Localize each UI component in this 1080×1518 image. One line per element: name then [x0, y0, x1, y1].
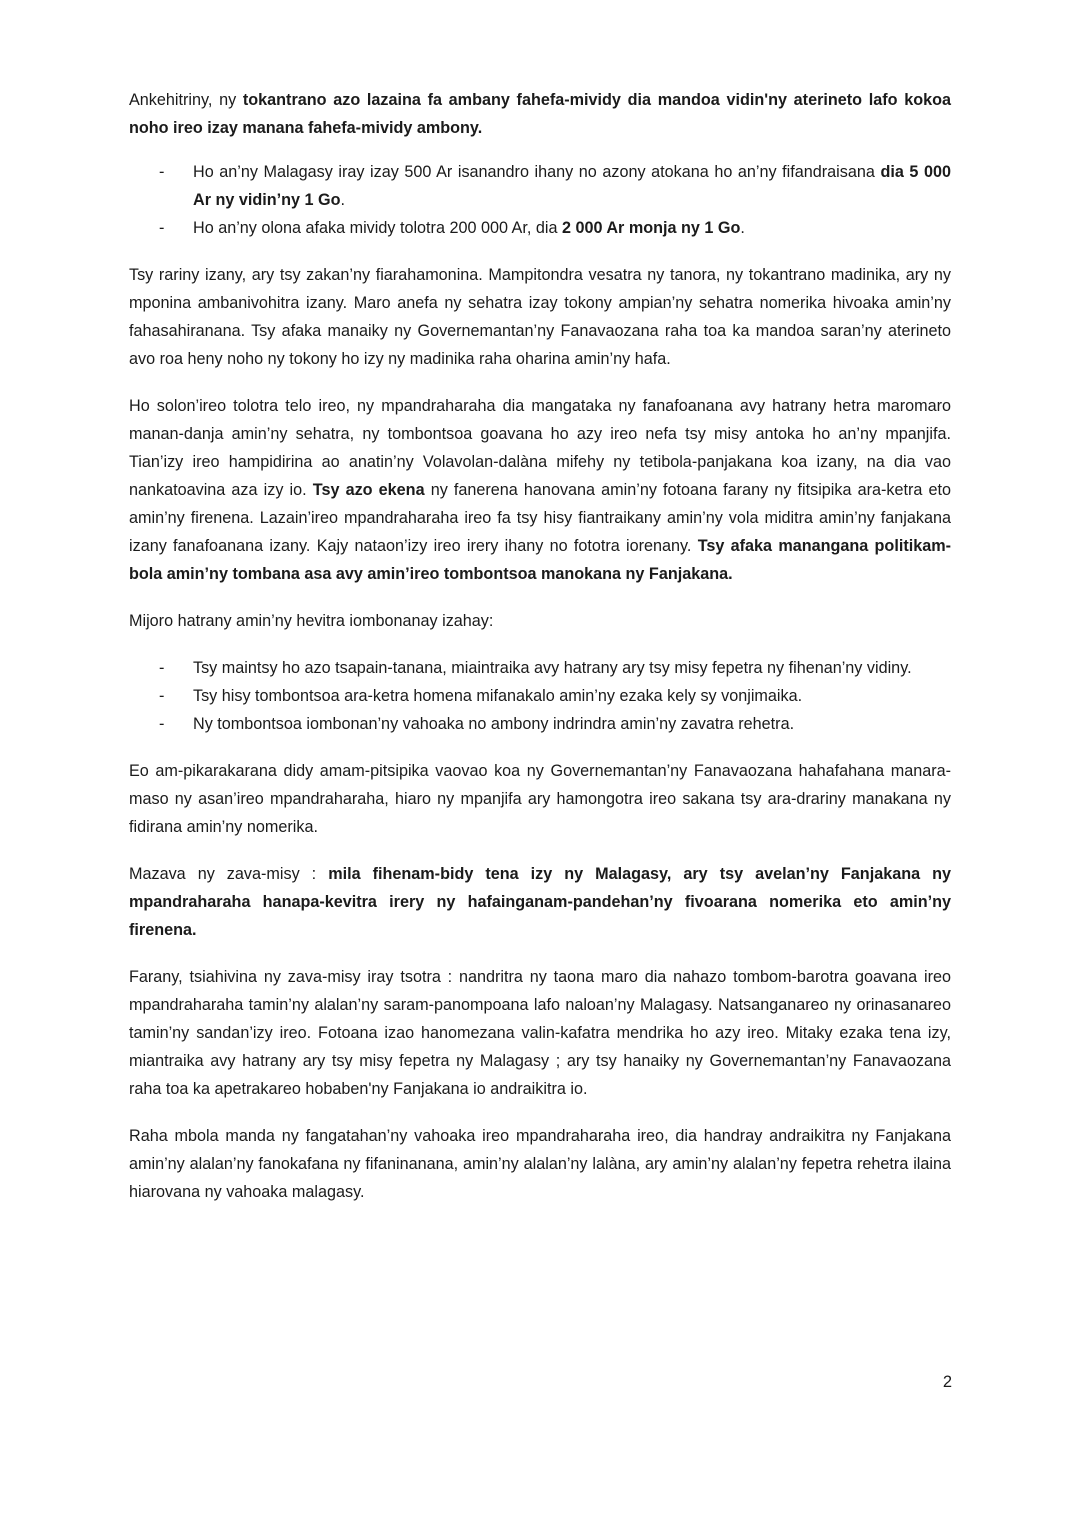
paragraph-conclusion: Raha mbola manda ny fangatahan’ny vahoaka ireo mpandraharaha ireo, dia handray andraikitra ny Fanjakana amin’ny alalan’ny fanokafana ny fifaninanana, amin’ny alalan’ny lalàna, ary amin’ny alalan’ny fepetra rehetra ilaina hiarovana ny vahoaka malagasy.: [129, 1127, 951, 1201]
paragraph-regulation: Eo am-pikarakarana didy amam-pitsipika vaovao koa ny Governemantan’ny Fanavaozana hahafahana manara-maso ny asan’ireo mpandraharaha, hiaro ny mpanjifa ary hamongotra ireo sakana tsy ara-drariny manakana ny fidirana amin’ny nomerika.: [129, 762, 951, 836]
list-item: - Ny tombontsoa iombonan’ny vahoaka no ambony indrindra amin’ny zavatra rehetra.: [129, 710, 951, 738]
paragraph-operators-demand: Ho solon’ireo tolotra telo ireo, ny mpandraharaha dia mangataka ny fanafoanana avy hatrany hetra maromaro manan-danja amin’ny sehatra, ny tombontsoa goavana ho azy ireo nefa tsy misy antoka ho an’ny mpanjifa. Tian’izy ireo hampidirina ao anatin’ny Volavolan-dalàna mifehy ny tetibola-panjakana koa izany, na dia vao nankatoavina aza izy io. Tsy azo ekena ny fanerena hanovana amin’ny fotoana farany ny fitsipika ara-ketra eto amin’ny firenena. Lazain’ireo mpandraharaha ireo fa tsy hisy fiantraikany amin’ny vola miditra amin’ny fanjakana izany fanafoanana izany. Kajy nataon’izy ireo irery ihany no fototra iorenany. Tsy afaka manangana politikam-bola amin’ny tombana asa avy amin’ireo tombontsoa manokana ny Fanjakana.: [129, 397, 951, 583]
dash-marker: -: [159, 659, 165, 677]
intro-emphasis: tokantrano azo lazaina fa ambany fahefa-mividy dia mandoa vidin'ny aterineto lafo kokoa noho ireo izay manana fahefa-mividy ambony.: [129, 91, 951, 137]
list-item: - Tsy maintsy ho azo tsapain-tanana, miaintraika avy hatrany ary tsy misy fepetra ny fihenan’ny vidiny.: [129, 654, 951, 682]
list-item: - Tsy hisy tombontsoa ara-ketra homena mifanakalo amin’ny ezaka kely sy vonjimaika.: [129, 682, 951, 710]
dash-marker: -: [159, 163, 165, 181]
list-item: - Ho an’ny olona afaka mividy tolotra 200 000 Ar, dia 2 000 Ar monja ny 1 Go.: [129, 214, 951, 242]
paragraph-injustice: Tsy rariny izany, ary tsy zakan’ny fiarahamonina. Mampitondra vesatra ny tanora, ny tokantrano madinika, ary ny mponina ambanivohitra izany. Maro anefa ny sehatra izay tokony ampian’ny sehatra nomerika hivoaka amin’ny fahasahiranana. Tsy afaka manaiky ny Governemantan’ny Fanavaozana raha toa ka mandoa saran’ny aterineto avo roa heny noho ny tokony ho izy ny madinika raha oharina amin’ny hafa.: [129, 266, 951, 368]
list-item: - Ho an’ny Malagasy iray izay 500 Ar isanandro ihany no azony atokana ho an’ny fifandraisana dia 5 000 Ar ny vidin’ny 1 Go.: [129, 158, 951, 214]
dash-marker: -: [159, 219, 165, 237]
paragraph-intro: Ankehitriny, ny tokantrano azo lazaina fa ambany fahefa-mividy dia mandoa vidin'ny aterineto lafo kokoa noho ireo izay manana fahefa-mividy ambony.: [129, 91, 951, 137]
dash-marker: -: [159, 715, 165, 733]
price-comparison-list: [129, 158, 951, 242]
paragraph-position: Mijoro hatrany amin’ny hevitra iombonanay izahay:: [129, 612, 494, 630]
dash-marker: -: [159, 687, 165, 705]
position-list: [129, 654, 951, 738]
page-number: 2: [942, 1373, 952, 1391]
document-body: [129, 86, 951, 1225]
paragraph-clear-fact: Mazava ny zava-misy : mila fihenam-bidy tena izy ny Malagasy, ary tsy avelan’ny Fanjakana ny mpandraharaha hanapa-kevitra irery ny hafainganam-pandehan’ny fivoarana nomerika eto amin’ny firenena.: [129, 865, 951, 939]
paragraph-reminder: Farany, tsiahivina ny zava-misy iray tsotra : nandritra ny taona maro dia nahazo tombom-barotra goavana ireo mpandraharaha tamin’ny alalan’ny saram-panompoana lafo naloan’ny Malagasy. Natsanganareo ny orinasanareo tamin’ny sandan’izy ireo. Fotoana izao hanomezana valin-kafatra mendrika ho azy ireo. Mitaky ezaka tena izy, miantraika avy hatrany ary tsy misy fepetra ny Malagasy ; ary tsy hanaiky ny Governemantan’ny Fanavaozana raha toa ka apetrakareo hobaben'ny Fanjakana io andraikitra io.: [129, 968, 951, 1098]
